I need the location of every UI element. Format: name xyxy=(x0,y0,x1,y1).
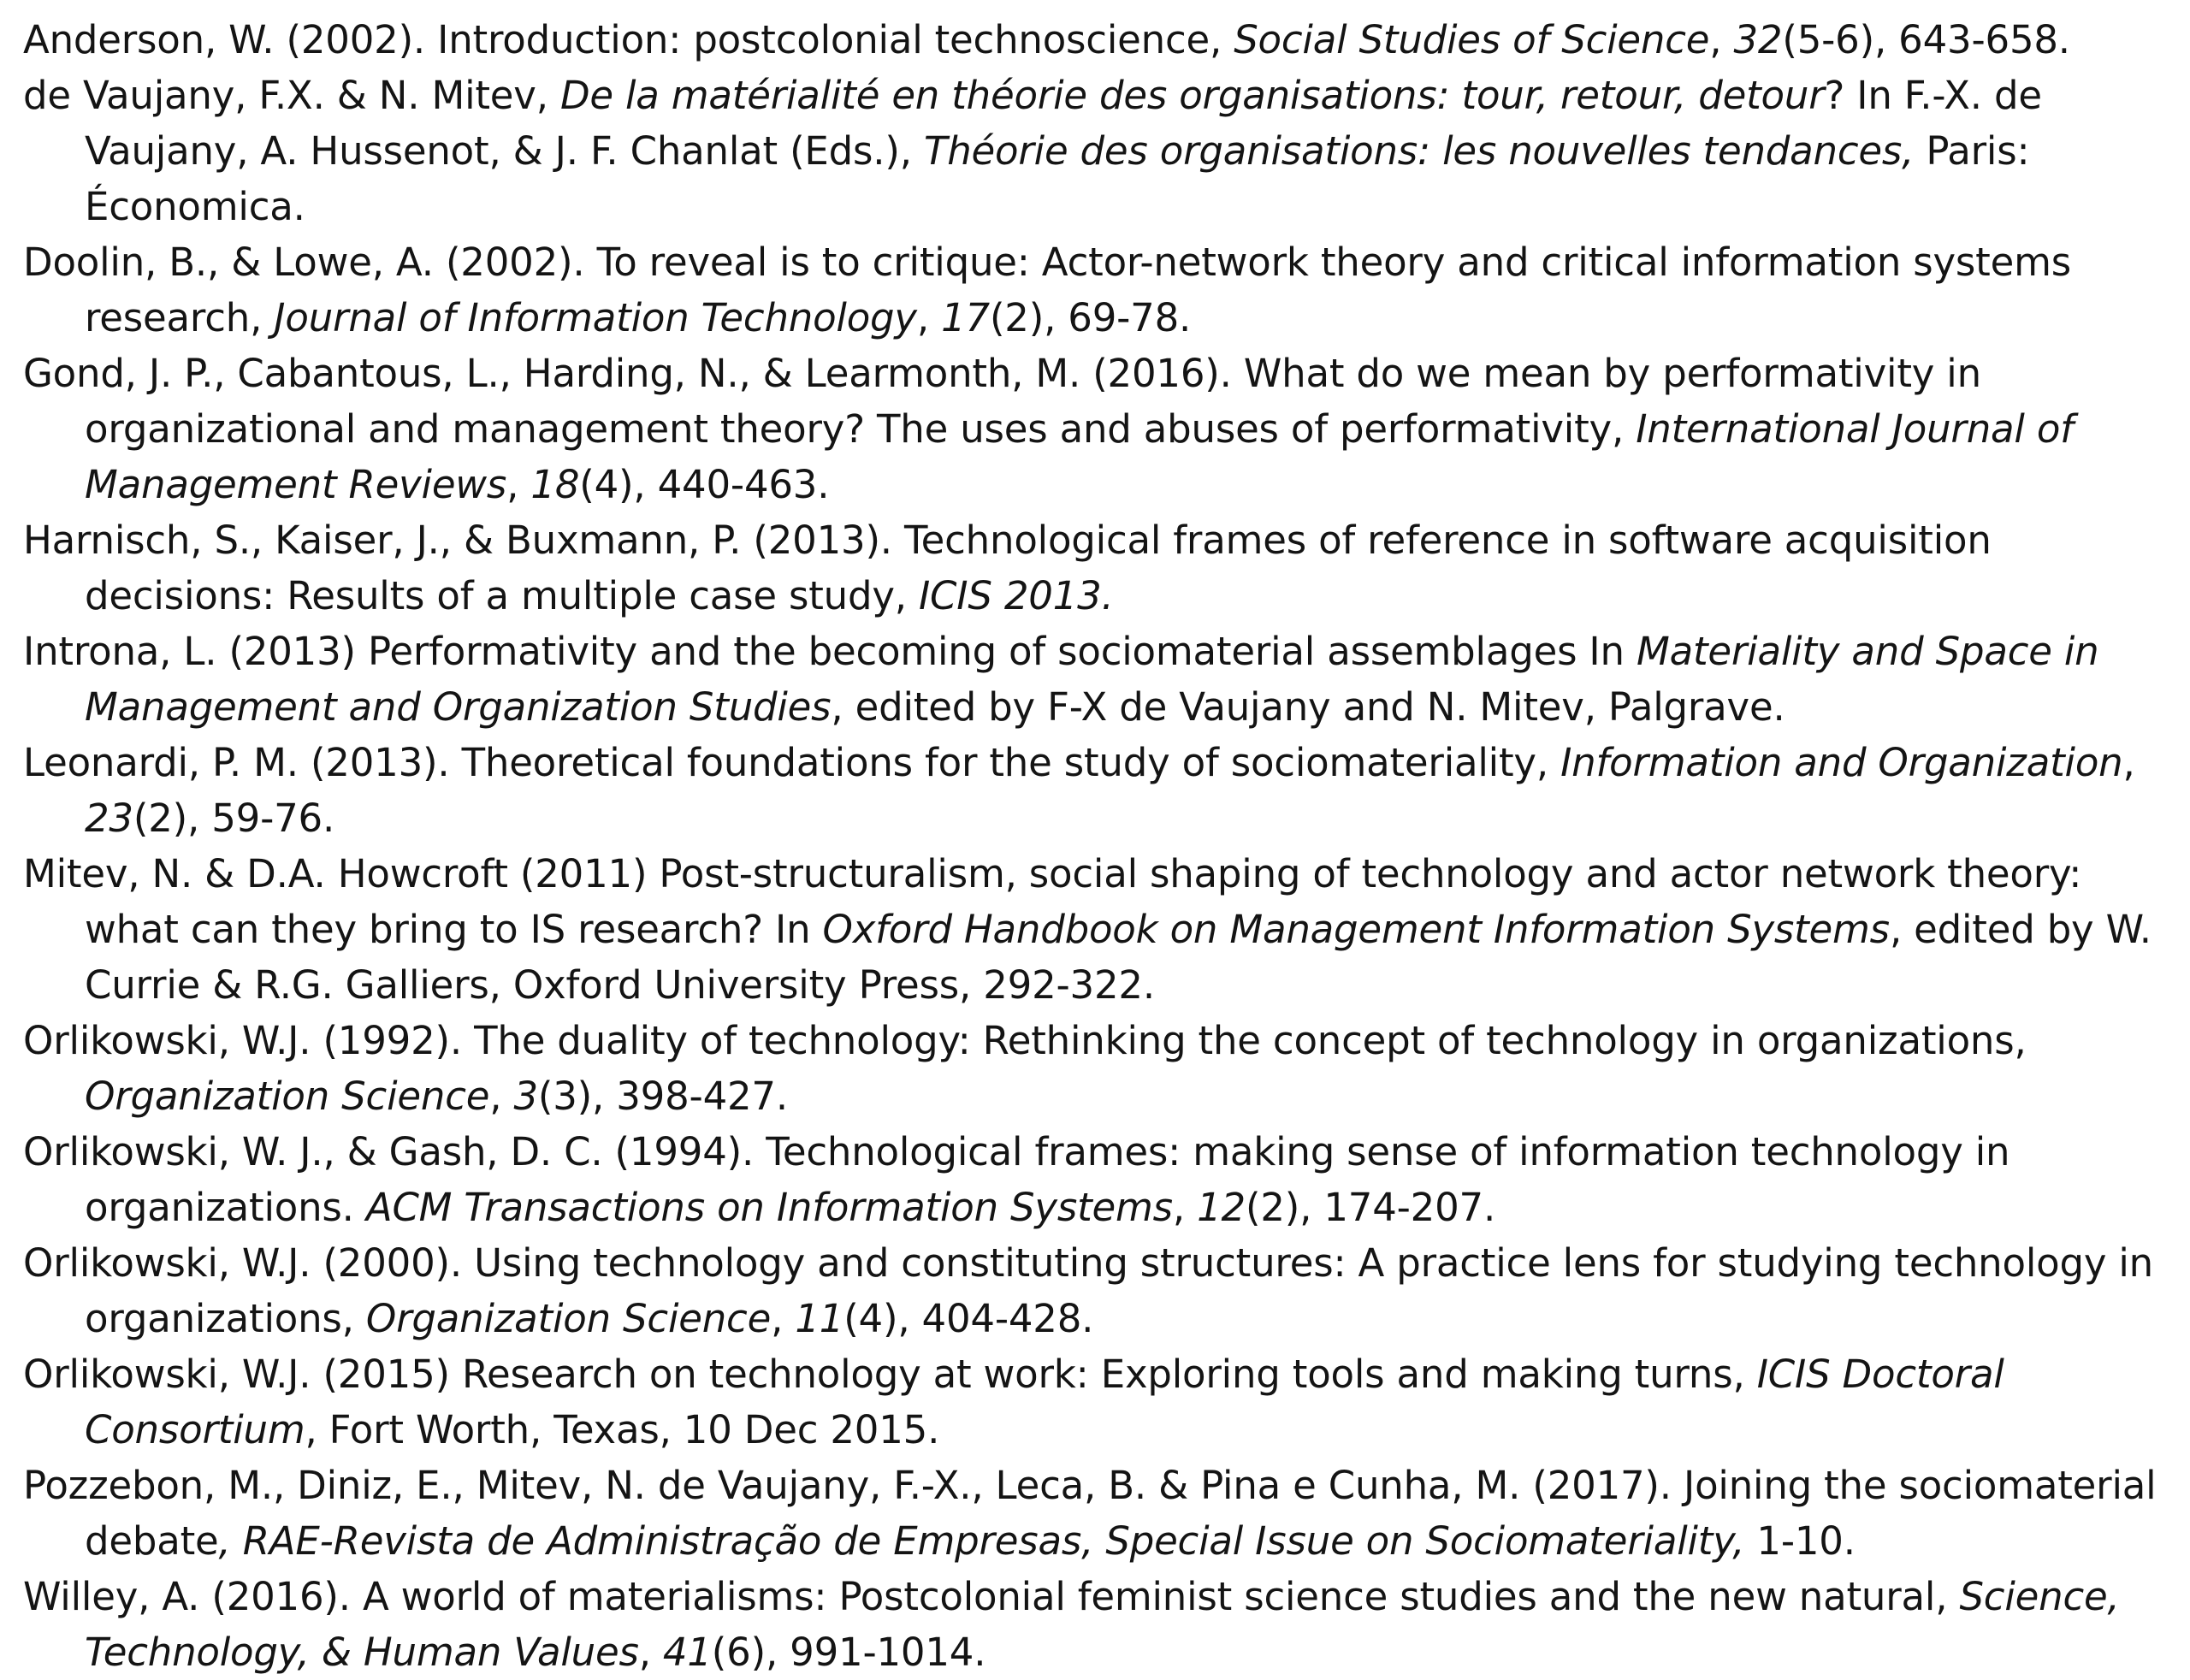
reference-text: Orlikowski, W.J. (2000). Using technology and constituting structures: A practice lens for studying technology in organizations, xyxy=(23,1240,2166,1341)
reference-text: Orlikowski, W. J., & Gash, D. C. (1994). Technological frames: making sense of information technology in organizations. xyxy=(23,1129,2022,1230)
reference-text: Orlikowski, W.J. (2015) Research on technology at work: Exploring tools and making turns, xyxy=(23,1352,1757,1397)
reference-text: , xyxy=(771,1296,796,1341)
reference-italic-text: 41 xyxy=(662,1630,712,1675)
reference-text: (2), 59-76. xyxy=(133,796,335,841)
reference-italic-text: 18 xyxy=(530,462,580,507)
reference-text: Harnisch, S., Kaiser, J., & Buxmann, P. (2013). Technological frames of reference in software acquisition decisions: Results of a multiple case study, xyxy=(23,518,2004,618)
reference-entry xyxy=(23,12,2179,68)
reference-text: Leonardi, P. M. (2013). Theoretical foundations for the study of sociomateriality, xyxy=(23,740,1561,785)
reference-text: , xyxy=(916,295,942,340)
reference-entry xyxy=(23,1235,2179,1346)
reference-italic-text: Organization Science xyxy=(85,1074,490,1119)
reference-text: ? In F.-X. de Vaujany, A. Hussenot, & J. F. Chanlat (Eds.), xyxy=(85,73,2054,174)
reference-text: , Fort Worth, Texas, 10 Dec 2015. xyxy=(305,1407,940,1452)
reference-text: (6), 991-1014. xyxy=(711,1630,986,1675)
reference-italic-text: 12 xyxy=(1197,1185,1246,1230)
reference-text: Mitev, N. & D.A. Howcroft (2011) Post-structuralism, social shaping of technology and actor network theory: what can they bring to IS research? In xyxy=(23,851,2094,952)
reference-italic-text: International Journal of Management Reviews xyxy=(85,406,2086,507)
reference-entry xyxy=(23,1124,2179,1235)
reference-italic-text: 11 xyxy=(795,1296,844,1341)
reference-text: (2), 69-78. xyxy=(989,295,1192,340)
reference-text: (4), 440-463. xyxy=(579,462,830,507)
reference-italic-text: 3 xyxy=(513,1074,538,1119)
reference-text: Gond, J. P., Cabantous, L., Harding, N., & Learmonth, M. (2016). What do we mean by performativity in organizational and management theory? The uses and abuses of performativity, xyxy=(23,351,1994,452)
reference-text: , xyxy=(2122,740,2147,785)
reference-text: , xyxy=(506,462,531,507)
reference-text: Pozzebon, M., Diniz, E., Mitev, N. de Vaujany, F.-X., Leca, B. & Pina e Cunha, M. (2017). Joining the sociomaterial debate xyxy=(23,1463,2169,1564)
reference-italic-text: ACM Transactions on Information Systems xyxy=(365,1185,1173,1230)
reference-italic-text: 32 xyxy=(1733,17,1783,62)
reference-text: Anderson, W. (2002). Introduction: postcolonial technoscience, xyxy=(23,17,1234,62)
reference-italic-text: Organization Science xyxy=(365,1296,772,1341)
reference-italic-text: Oxford Handbook on Management Information Systems xyxy=(822,907,1890,952)
reference-text: , edited by W. Currie & R.G. Galliers, Oxford University Press, 292-322. xyxy=(85,907,2163,1008)
reference-italic-text: ICIS 2013. xyxy=(918,573,1114,618)
reference-text: Doolin, B., & Lowe, A. (2002). To reveal is to critique: Actor-network theory and critical information systems research, xyxy=(23,240,2084,340)
reference-entry xyxy=(23,735,2179,846)
reference-italic-text: Information and Organization xyxy=(1560,740,2123,785)
reference-italic-text: De la matérialité en théorie des organisations: tour, retour, detour xyxy=(559,73,1825,118)
reference-italic-text: ICIS Doctoral Consortium xyxy=(85,1352,2016,1452)
reference-text: , xyxy=(1172,1185,1198,1230)
reference-italic-text: Science, Technology, & Human Values xyxy=(85,1574,2132,1675)
reference-entry xyxy=(23,346,2179,512)
reference-text: , edited by F-X de Vaujany and N. Mitev, Palgrave. xyxy=(831,684,1785,730)
reference-text: (2), 174-207. xyxy=(1245,1185,1496,1230)
reference-text: , xyxy=(1709,17,1734,62)
reference-text: (3), 398-427. xyxy=(537,1074,788,1119)
reference-italic-text: Social Studies of Science xyxy=(1234,17,1710,62)
reference-text: Paris: Économica. xyxy=(85,128,2042,229)
reference-entry xyxy=(23,624,2179,735)
reference-italic-text: , RAE-Revista de Administração de Empresas, Special Issue on Sociomateriality, xyxy=(218,1518,1745,1564)
reference-italic-text: 17 xyxy=(941,295,990,340)
reference-text: Orlikowski, W.J. (1992). The duality of technology: Rethinking the concept of technology in organizations, xyxy=(23,1018,2039,1063)
reference-entry xyxy=(23,1013,2179,1124)
reference-text: Introna, L. (2013) Performativity and the becoming of sociomaterial assemblages In xyxy=(23,629,1637,674)
reference-entry xyxy=(23,512,2179,624)
reference-text: Willey, A. (2016). A world of materialisms: Postcolonial feminist science studies and the new natural, xyxy=(23,1574,1960,1619)
reference-text: , xyxy=(638,1630,663,1675)
reference-entry xyxy=(23,68,2179,234)
reference-entry xyxy=(23,1346,2179,1458)
reference-italic-text: Théorie des organisations: les nouvelles tendances, xyxy=(923,128,1915,174)
reference-text: (4), 404-428. xyxy=(843,1296,1094,1341)
reference-text: (5-6), 643-658. xyxy=(1782,17,2070,62)
reference-entry xyxy=(23,1569,2179,1680)
reference-italic-text: 23 xyxy=(85,796,133,841)
reference-text: , xyxy=(489,1074,514,1119)
reference-italic-text: Materiality and Space in Management and Organization Studies xyxy=(85,629,2111,730)
reference-text: de Vaujany, F.X. & N. Mitev, xyxy=(23,73,560,118)
reference-list xyxy=(23,12,2179,1680)
reference-entry xyxy=(23,846,2179,1013)
reference-italic-text: Journal of Information Technology xyxy=(274,295,917,340)
reference-text: 1-10. xyxy=(1744,1518,1856,1564)
reference-entry xyxy=(23,234,2179,346)
reference-entry xyxy=(23,1458,2179,1569)
